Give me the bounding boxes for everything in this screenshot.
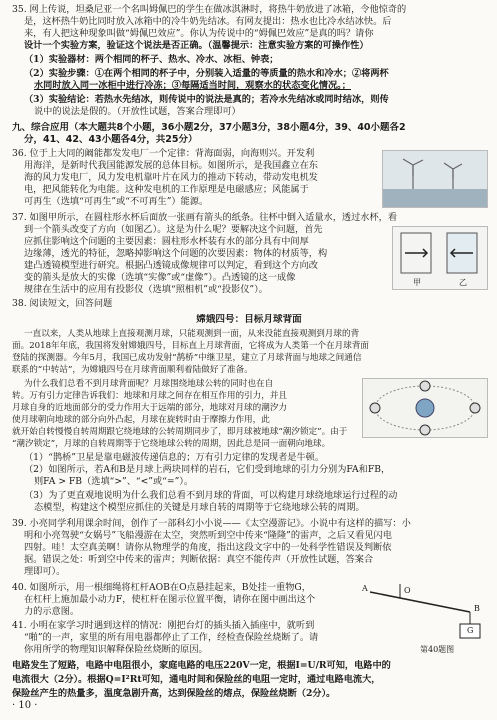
q37-line: 边缘薄，透光的特征，忽略掉影响这个问题的次要因素：物体的材质等，构 <box>24 248 328 259</box>
q35-answer-2b: 水同时放入同一冰柜中进行冷冻；③每隔适当时间，观察水的状态变化情况。； <box>34 80 351 91</box>
wind-farm-photo <box>382 150 488 208</box>
article-line: 为什么我们总看不到月球背面呢？月球围绕地球公转的同时也在自 <box>24 379 274 389</box>
weight-g-label: G <box>467 626 474 635</box>
q36-line: 电，把风能转化为电能。这种发电机的工作原理是电磁感应；风能属于 <box>24 184 309 195</box>
article-line: 联系的“中转站”，为嫦娥四号在月球背面顺利着陆做好了准备。 <box>12 365 253 375</box>
page-number: · 10 · <box>12 700 38 711</box>
q37-line: 应抓住影响这个问题的主要因素：圆柱形水杯装有水的部分具有中间厚 <box>24 236 309 247</box>
q36-line: 海的风力发电厂，风力发电机靠叶片在风力的推动下转动，带动发电机发 <box>24 172 318 183</box>
wind-turbine-icon <box>383 151 487 207</box>
q37-line: 到一个箭头改变了方向（如图乙）。这是为什么呢？要解决这个问题，首先 <box>24 224 323 235</box>
fig40-caption: 第40题图 <box>420 645 455 654</box>
q38-sub3b: 态模型，构建这个模型应抓住的关键是月球自转的周期等于它绕地球公转的周期。 <box>34 502 365 513</box>
q40-line: 力的示意图。 <box>24 606 80 617</box>
q39-line: 四射。哇！太空真美啊！请你从物理学的角度，指出这段文字中的一处科学性错误及判断依 <box>24 542 392 553</box>
q37-line: 规律在生活中的应用有投影仪（选填“照相机”或“投影仪”）。 <box>24 284 268 295</box>
q35-answer-3b: 说中的说法是假的。（开放性试题，答案合理即可） <box>34 106 241 117</box>
q35-answer-2: （2）实验步骤：①在两个相同的杯子中，分别装入适量的等质量的热水和冷水；②将两杯 <box>24 68 389 79</box>
q40-line: 40. 如图所示，用一根细绳将杠杆AOB在O点悬挂起来，B处挂一重物G， <box>12 582 311 593</box>
q38-line: 38. 阅读短文，回答问题 <box>12 298 113 309</box>
q40-line: 在杠杆上施加最小动力F，使杠杆在图示位置平衡，请你在图中画出这个 <box>24 594 316 605</box>
q41-answer: 电流很大（2分）。根据Q=I²Rt可知，通电时间和保险丝的电阻一定时，通过电路电流大， <box>12 674 381 685</box>
q36-line: 36. 位于上大同的阚能都发发电厂一个定律：背海面弱，向海则兴。开发利 <box>12 148 315 159</box>
q35-answer-3: （3）实验结论：若热水先结冰，则传说中的说法是真的；若冷水先结冰或同时结冰，则传 <box>24 94 389 105</box>
q35-line: 是，这杯热牛奶比同时放入冰箱中的冷牛奶先结冰。有网友提出：热水也比冷水结冰快。后 <box>24 16 392 27</box>
q35-answer-1: （1）实验器材：两个相同的杯子、热水、冷水、冰柜、钟表； <box>24 54 279 65</box>
earth-moon-figure <box>362 378 488 438</box>
point-a-label: A <box>362 584 368 593</box>
fig37-caption-b: 乙 <box>459 278 467 287</box>
q37-line: 37. 如图甲所示，在圆柱形水杯后面放一张画有箭头的纸条。往杯中倒入适量水，透过水杯，看 <box>12 212 398 223</box>
section-heading: 分，41、42、43小题各4分，共25分） <box>24 134 198 145</box>
article-line: 登陆的探测器。今年5月，我国已成功发射“鹊桥”中继卫星，建立了月球背面与地球之间通信 <box>12 353 362 363</box>
q41-answer: 电路发生了短路，电路中电阻很小，家庭电路的电压220V一定，根据I=U/R可知，电路中的 <box>12 660 391 671</box>
article-line: 月球自身的近地面部分的受力作用大于远端的部分，地球对月球的潮汐力 <box>12 403 288 413</box>
q41-line: 你用所学的物理知识解释保险丝烧断的原因。 <box>24 644 208 655</box>
point-b-label: B <box>474 604 480 613</box>
q35-line: 来，有人把这种现象叫做“姆佩巴效应”。你认为传说中的“姆佩巴效应”是真的吗？请你 <box>24 28 374 39</box>
q38-sub2: （2）如图所示，若A和B是月球上两块同样的岩石，它们受到地球的引力分别为FA和FB， <box>24 464 391 475</box>
article-line: “潮汐锁定”，月球的自转周期等于它绕地球公转的周期，因此总是同一面朝向地球。 <box>12 439 331 449</box>
orbit-diagram-icon <box>363 379 487 437</box>
article-line: 面。2018年年底，我国将发射嫦娥四号，目标直上月球背面，它将成为人类第一个在月球背面 <box>12 341 370 351</box>
q38-sub2b: 则FA > FB（选填“>”、“<”或“=”）。 <box>34 476 194 487</box>
q36-line: 可再生（选填“可再生”或“不可再生”）能源。 <box>24 196 209 207</box>
article-line: 转。万有引力定律告诉我们：地球和月球之间存在相互作用的引力，并且 <box>12 391 288 401</box>
lever-figure <box>360 582 486 654</box>
q41-line: “啪”的一声，家里的所有用电器都停止了工作，经检查保险丝烧断了。请 <box>24 632 319 643</box>
q38-sub3: （3）为了更直观地说明为什么我们总看不到月球的背面，可以构建月球绕地球运行过程的动 <box>24 490 398 501</box>
q39-line: 39. 小亮同学利用课余时间，创作了一部科幻小小说——《太空漫游记》。小说中有这样的描写：小 <box>12 518 411 529</box>
article-line: 使月球朝向地球的部分向外凸起，月球在旋转时由于摩擦力作用，此 <box>12 415 270 425</box>
q37-line: 建凸透镜模型进行研究。根据凸透镜成像规律可以判定，看到这个方向改 <box>24 260 318 271</box>
section-heading: 九、综合应用（本大题共8个小题，36小题2分，37小题3分，38小题4分，39、40小题各2 <box>12 122 406 133</box>
glass-figure <box>392 226 488 290</box>
q39-line: 据。错误之处：听到空中传来的雷声；判断依据：真空不能传声（开放性试题，答案合 <box>24 554 374 565</box>
q35-line: 35. 网上传说，坦桑尼亚一个名叫姆佩巴的学生在做冰淇淋时，将热牛奶放进了冰箱，令他惊奇的 <box>12 4 407 15</box>
point-o-label: O <box>404 586 411 595</box>
fig37-caption-a: 甲 <box>413 278 421 287</box>
article-title: 嫦娥四号：目标月球背面 <box>196 314 302 325</box>
q35-line: 设计一个实验方案，验证这个说法是否正确。（温馨提示：注意实验方案的可操作性） <box>24 40 369 51</box>
q37-line: 变的箭头是放大的实像（选填“实像”或“虚像”）。凸透镜的这一成像 <box>24 272 296 283</box>
q39-line: 明和小亮驾驶“女娲号”飞船漫游在太空，突然听到空中传来“隆隆”的雷声，之后又看见闪电 <box>24 530 392 541</box>
q36-line: 用海洋，是新时代我国能源发展的总体目标。如图所示，是我国鑫立在东 <box>24 160 318 171</box>
article-line: 一直以来，人类从地球上直接观测月球，只能观测到一面，从来没能直接观测到月球的背 <box>24 329 360 339</box>
q41-answer: 保险丝产生的热量多，温度急剧升高，达到保险丝的熔点，保险丝烧断（2分）。 <box>12 688 336 699</box>
article-line: 就开始自转慢慢自转周期跟它绕地球的公转周期同步了，即月球被地球“潮汐锁定”。由于 <box>12 427 348 437</box>
q41-line: 41. 小明在家学习时遇到这样的情况：刚把台灯的插头插入插座中，就听到 <box>12 620 315 631</box>
q38-sub1: （1）“鹊桥”卫星是靠电磁波传递信息的；万有引力定律的发现者是牛顿。 <box>24 452 325 463</box>
q39-line: 理即可）。 <box>24 566 66 577</box>
arrow-glass-icon <box>393 227 487 279</box>
